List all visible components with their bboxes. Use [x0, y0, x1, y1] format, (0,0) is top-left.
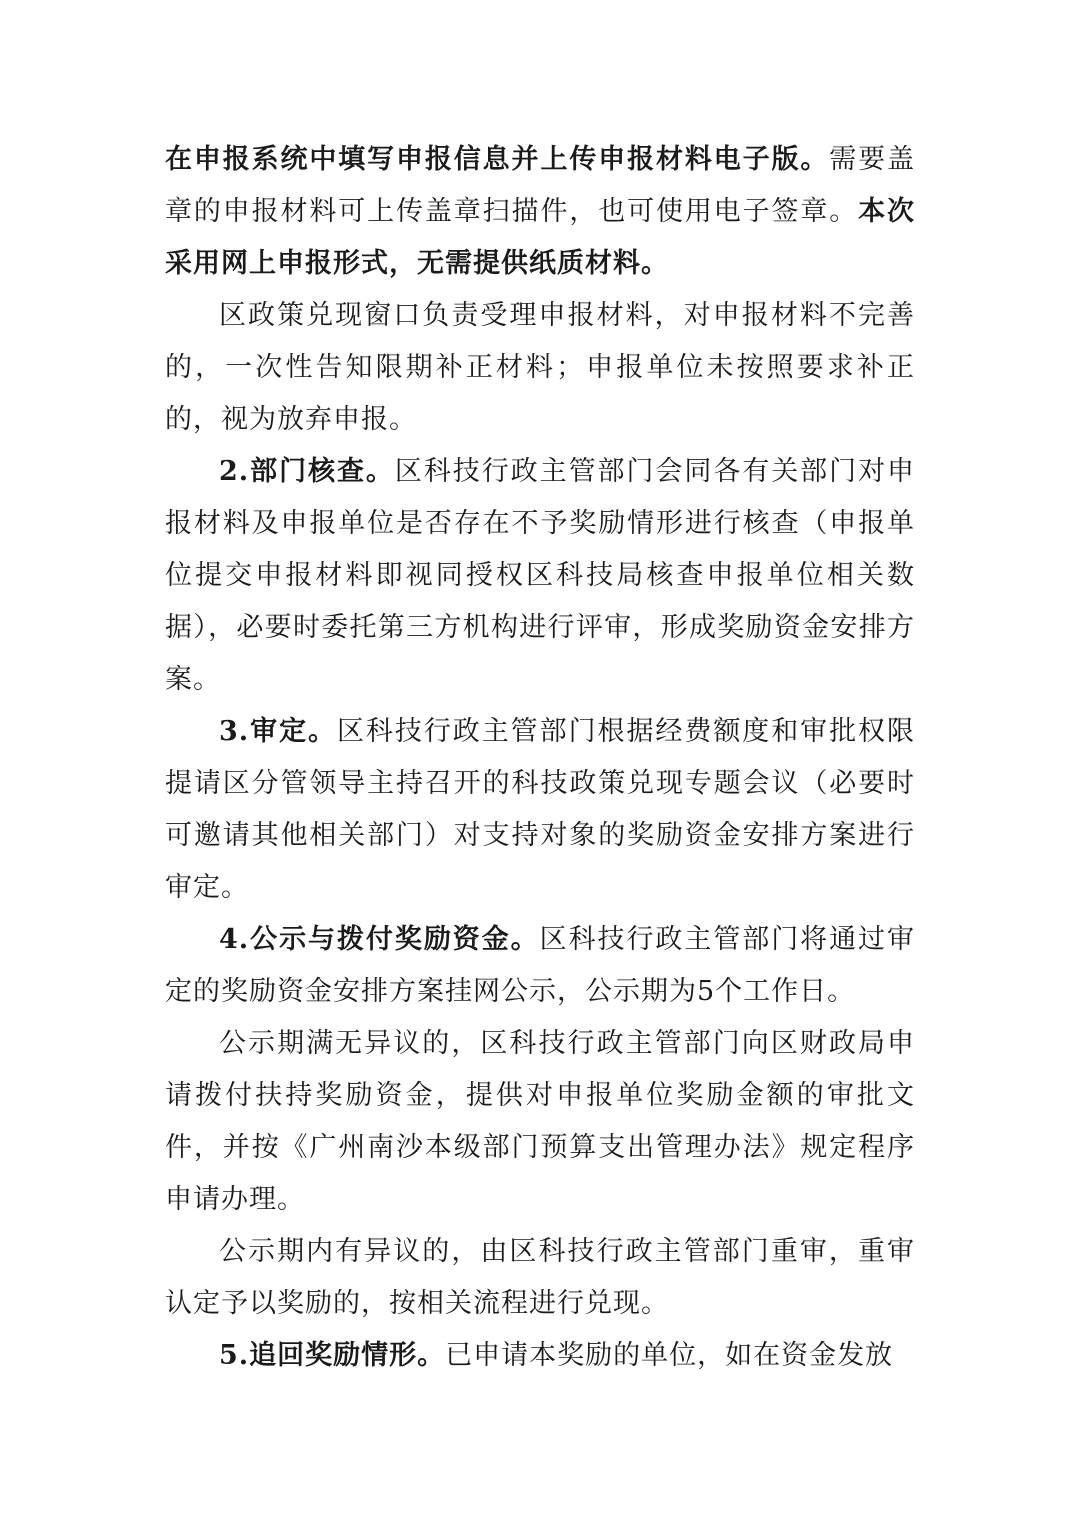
paragraph-acceptance-window	[165, 290, 915, 446]
bold-text: 在申报系统中填写申报信息并上传申报材料电子版。	[165, 144, 830, 175]
paragraph-approval	[165, 706, 915, 914]
body-text: 公示期内有异议的，由区科技行政主管部门重审，重审认定予以奖励的，按相关流程进行兑现。	[165, 1236, 915, 1319]
body-text: 区科技行政主管部门根据经费额度和审批权限提请区分管领导主持召开的科技政策兑现专题会议（必要时可邀请其他相关部门）对支持对象的奖励资金安排方案进行审定。	[165, 716, 916, 903]
body-text: 已申请本奖励的单位，如在资金发放	[445, 1340, 894, 1371]
paragraph-department-review	[165, 446, 915, 706]
paragraph-objection	[165, 1226, 915, 1330]
body-text: 区科技行政主管部门将通过审定的奖励资金安排方案挂网公示，公示期为5个工作日。	[165, 924, 916, 1007]
body-text: 区政策兑现窗口负责受理申报材料，对申报材料不完善的，一次性告知限期补正材料；申报单位未按照要求补正的，视为放弃申报。	[165, 300, 915, 435]
paragraph-publicity-payment	[165, 914, 915, 1018]
body-text: 公示期满无异议的，区科技行政主管部门向区财政局申请拨付扶持奖励资金，提供对申报单位奖励金额的审批文件，并按《广州南沙本级部门预算支出管理办法》规定程序申请办理。	[165, 1028, 915, 1215]
document-body	[165, 134, 915, 1382]
body-text: 需要盖章的申报材料可上传盖章扫描件，也可使用电子签章。	[165, 144, 916, 227]
section-heading: 4.公示与拨付奖励资金。	[219, 924, 540, 955]
paragraph-recovery	[165, 1330, 915, 1382]
section-heading: 3.审定。	[219, 716, 337, 747]
paragraph-no-objection	[165, 1018, 915, 1226]
body-text: 区科技行政主管部门会同各有关部门对申报材料及申报单位是否存在不予奖励情形进行核查（申报单位提交申报材料即视同授权区科技局核查申报单位相关数据），必要时委托第三方机构进行评审，形成奖励资金安排方案。	[165, 456, 916, 695]
section-heading: 5.追回奖励情形。	[219, 1340, 446, 1371]
paragraph-online-submission	[165, 134, 915, 290]
section-heading: 2.部门核查。	[219, 456, 395, 487]
bold-text: 本次采用网上申报形式，无需提供纸质材料。	[165, 196, 916, 279]
